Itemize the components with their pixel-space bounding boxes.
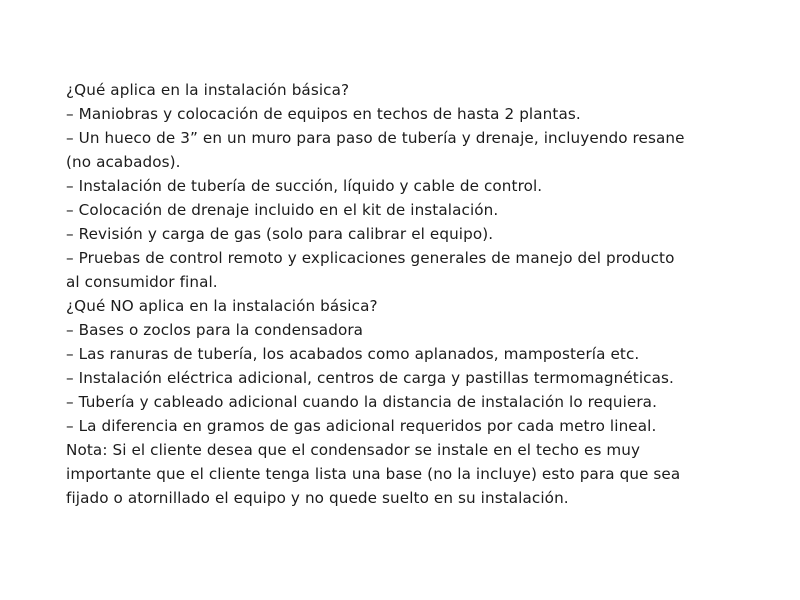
- excluded-item: – Bases o zoclos para la condensadora: [66, 321, 364, 339]
- excluded-item: – Tubería y cableado adicional cuando la distancia de instalación lo requiera.: [66, 393, 658, 411]
- installation-info-text: [66, 78, 766, 510]
- excluded-heading: ¿Qué NO aplica en la instalación básica?: [66, 297, 378, 315]
- excluded-item: – La diferencia en gramos de gas adicional requeridos por cada metro lineal.: [66, 417, 657, 435]
- excluded-item: – Las ranuras de tubería, los acabados como aplanados, mampostería etc.: [66, 345, 640, 363]
- included-item: – Pruebas de control remoto y explicaciones generales de manejo del producto: [66, 249, 675, 267]
- note-line: importante que el cliente tenga lista una base (no la incluye) esto para que sea: [66, 465, 681, 483]
- note-line: fijado o atornillado el equipo y no quede suelto en su instalación.: [66, 489, 569, 507]
- included-item: al consumidor final.: [66, 273, 218, 291]
- included-item: – Colocación de drenaje incluido en el kit de instalación.: [66, 201, 499, 219]
- included-item: (no acabados).: [66, 153, 181, 171]
- included-item: – Un hueco de 3” en un muro para paso de tubería y drenaje, incluyendo resane: [66, 129, 685, 147]
- note-line: Nota: Si el cliente desea que el condensador se instale en el techo es muy: [66, 441, 641, 459]
- included-heading: ¿Qué aplica en la instalación básica?: [66, 81, 350, 99]
- included-item: – Revisión y carga de gas (solo para calibrar el equipo).: [66, 225, 494, 243]
- included-item: – Instalación de tubería de succión, líquido y cable de control.: [66, 177, 543, 195]
- excluded-item: – Instalación eléctrica adicional, centros de carga y pastillas termomagnéticas.: [66, 369, 674, 387]
- included-item: – Maniobras y colocación de equipos en techos de hasta 2 plantas.: [66, 105, 581, 123]
